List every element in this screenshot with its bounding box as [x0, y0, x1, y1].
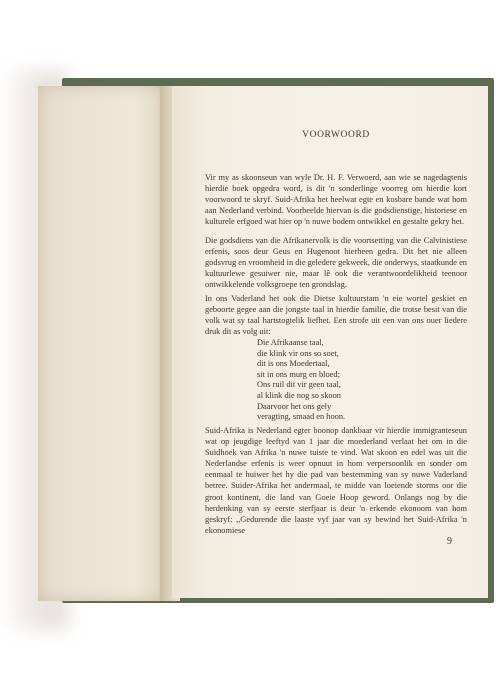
- paragraph-2: Die godsdiens van die Afrikanervolk is die voortsetting van die Calvinistiese erfenis, soos deur Geus en Hugenoot hierheen gedra. Dit het nie alleen godsvrug en vroomheid in die geledere gekweek, die onderwys, staatkunde en kultuurlewe gesuiwer nie, maar lê ook die verantwoordelikheid teenoor ontwikkelende volksgroepe ten grondslag.: [205, 236, 467, 290]
- paragraph-4: Suid-Afrika is Nederland egter boonop dankbaar vir hierdie immigranteseun wat op jeugdige leeftyd van 1 jaar die moederland verlaat het om in die Suidhoek van Afrika 'n nuwe tuiste te vind. Wat skoon en edel was uit die Nederlandse erfenis is weer opnuut in hom verpersoonlik en sonder om eenmaal te huiwer het hy die pad van bestemming van sy nuwe Vaderland betree. Suider-Afrika het andermaal, te midde van loeiende storms oor die groot kontinent, die land van Goeie Hoop geword. Onlangs nog by die herdenking van sy eerste sterfjaar is deur 'n erkende ekonoom van hom geskryf: ,,Gedurende die laaste vyf jaar van sy bewind het Suid-Afrika 'n ekonomiese: [205, 426, 467, 535]
- left-page: [38, 86, 168, 601]
- poem-line: veragting, smaad en hoon.: [257, 412, 346, 422]
- poem-line: sit in ons murg en bloed;: [257, 369, 340, 379]
- page-heading: VOORWOORD: [302, 130, 370, 140]
- paragraph-1: Vir my as skoonseun van wyle Dr. H. F. Verwoerd, aan wie se nagedagtenis hierdie boek opgedra word, is dit 'n sonderlinge voorreg om hierdie kort voorwoord te skryf. Suid-Afrika het heelwat egte en kosbare bande wat hom aan Nederland verbind. Voorbeelde hiervan is die godsdienstige, historiese en kulturele erfgoed wat hier op 'n nuwe bodem ontwikkel en gestalte gekry het.: [205, 173, 467, 227]
- poem-line: Ons ruil dit vir geen taal,: [257, 380, 341, 390]
- poem-line: dit is ons Moedertaal,: [257, 359, 330, 369]
- poem-line: Die Afrikaanse taal,: [257, 338, 324, 347]
- poem-line: die klink vir ons so soet,: [257, 348, 339, 358]
- page-number: 9: [447, 536, 452, 547]
- paragraph-3: In ons Vaderland het ook die Dietse kultuurstam 'n eie wortel geskiet en geboorte gegee aan die jongste taal in hierdie familie, die trotse besit van die volk wat sy taal hartstogtelik liefhet. Een strofe uit een van ons ouer liedere druk dit as volg uit:: [205, 294, 467, 337]
- poem-line: al klink die nog so skoon: [257, 390, 341, 400]
- poem-stanza: [257, 338, 457, 423]
- poem-line: Daarvoor het ons gely: [257, 401, 332, 411]
